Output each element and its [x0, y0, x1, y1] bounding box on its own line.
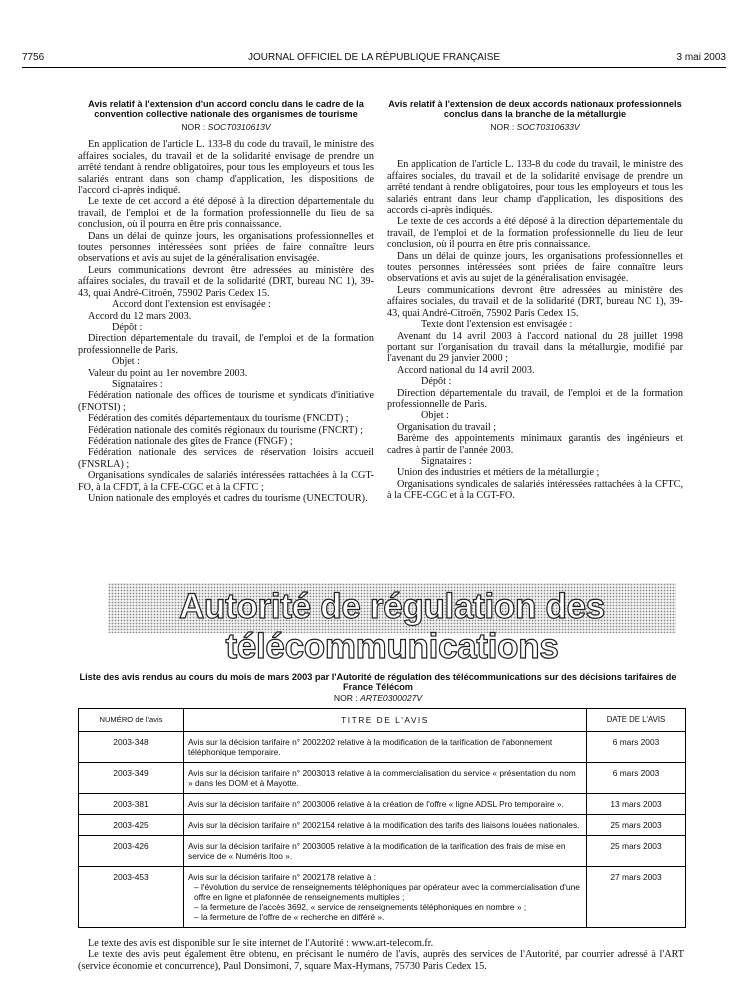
paragraph: Dans un délai de quinze jours, les organisations professionnelles et toutes personnes intéressées sont priées de faire connaître leurs observations et avis au sujet de la généralisation envisagée.	[387, 250, 683, 285]
left-article-title: Avis relatif à l'extension d'un accord conclu dans le cadre de la convention collective nationale des organismes de tourisme	[88, 99, 364, 119]
avis-title: Avis sur la décision tarifaire n° 2003005 relative à la modification de la tarification des frais de mise en service de « Numéris Itoo ».	[188, 841, 566, 861]
paragraph: Accord national du 14 avril 2003.	[397, 364, 535, 376]
list-title: Liste des avis rendus au cours du mois de mars 2003 par l'Autorité de régulation des télécommunications sur des décisions tarifaires de France Télécom	[79, 672, 677, 692]
avis-title: Avis sur la décision tarifaire n° 2002154 relative à la modification des tarifs des liaisons louées nationales.	[188, 820, 580, 830]
avis-sub-item: – la fermeture de l'offre de « recherche en différé ».	[194, 912, 385, 922]
avis-title-cell	[184, 732, 587, 763]
paragraph: Leurs communications devront être adressées au ministère des affaires sociales, du travail et de la solidarité (DRT, bureau NC 1), 39-43, quai André-Citroën, 75902 Paris Cedex 15.	[387, 284, 683, 319]
paragraph: Signataires :	[421, 455, 472, 467]
table-row	[79, 836, 686, 867]
paragraph: En application de l'article L. 133-8 du code du travail, le ministre des affaires sociales, du travail et de la solidarité envisage de prendre un arrêté tendant à rendre obligatoires, pour tous les employeurs et tous les salariés entrant dans leur champ d'application, les dispositions des accords ci-après indiqués.	[387, 159, 683, 217]
paragraph: Organisations syndicales de salariés intéressées rattachées à la CFTC, à la CFE-CGC et à la CGT-FO.	[387, 478, 683, 502]
page-header	[22, 52, 726, 66]
banner-title: Autorité de régulation des télécommunications	[179, 587, 605, 666]
avis-title: Avis sur la décision tarifaire n° 2002178 relative à :	[188, 872, 377, 882]
journal-title: JOURNAL OFFICIEL DE LA RÉPUBLIQUE FRANÇAISE	[247, 52, 501, 63]
table-body	[79, 732, 686, 928]
avis-date: 6 mars 2003	[587, 763, 686, 794]
avis-number: 2003-453	[79, 867, 184, 928]
paragraph: Le texte de cet accord a été déposé à la direction départementale du travail, de l'emploi et de la formation professionnelle du lieu de sa conclusion, où il pourra en être pris connaissance.	[78, 196, 374, 231]
table-row	[79, 794, 686, 815]
table-header-row	[79, 709, 686, 732]
right-article-nor: NOR : SOCT0310633V	[490, 122, 580, 132]
spacer	[387, 139, 683, 159]
avis-title-cell	[184, 815, 587, 836]
avis-date: 25 mars 2003	[587, 815, 686, 836]
avis-date: 25 mars 2003	[587, 836, 686, 867]
paragraph: Signataires :	[112, 378, 163, 390]
avis-sub-item: – l'évolution du service de renseignements téléphoniques par opérateur avec la commercialisation d'une offre en ligne et plafonnée de renseignements multiples ;	[194, 882, 580, 902]
table-row	[79, 815, 686, 836]
paragraph: Le texte des avis est disponible sur le site internet de l'Autorité : www.art-telecom.fr.	[88, 938, 434, 949]
paragraph: Organisation du travail ;	[397, 421, 497, 433]
paragraph: Texte dont l'extension est envisagée :	[421, 319, 573, 331]
paragraph: Fédération nationale des offices de tourisme et syndicats d'initiative (FNOTSI) ;	[78, 390, 374, 413]
left-article-body	[78, 139, 374, 504]
avis-number: 2003-348	[79, 732, 184, 763]
paragraph: Fédération nationale des gîtes de France (FNGF) ;	[88, 435, 293, 447]
left-nor-code: SOCT0310613V	[207, 122, 271, 132]
paragraph: Union nationale des employés et cadres du tourisme (UNECTOUR).	[88, 493, 368, 504]
avis-title-cell	[184, 867, 587, 928]
list-nor: NOR : ARTE0300027V	[333, 693, 423, 703]
paragraph: Le texte des avis peut également être obtenu, en précisant le numéro de l'avis, auprès des services de l'Autorité, par courrier adressé à l'ART (service économie et concurrence), Paul Donsimoni, 7, square Max-Hymans, 75730 Paris Cedex 15.	[78, 949, 684, 972]
section-banner	[108, 583, 676, 666]
paragraph: Leurs communications devront être adressées au ministère des affaires sociales, du travail et de la solidarité (DRT, bureau NC 1), 39-43, quai André-Citroën, 75902 Paris Cedex 15.	[78, 264, 374, 299]
right-article	[387, 99, 683, 502]
avis-number: 2003-381	[79, 794, 184, 815]
paragraph: Barème des appointements minimaux garantis des ingénieurs et cadres à partir de l'année 2003.	[387, 433, 683, 456]
table-row	[79, 732, 686, 763]
list-nor-code: ARTE0300027V	[360, 693, 423, 703]
avis-title: Avis sur la décision tarifaire n° 2003006 relative à la création de l'offre « ligne ADSL Pro temporaire ».	[188, 799, 564, 809]
avis-table	[78, 708, 686, 928]
paragraph: Fédération nationale des services de réservation loisirs accueil (FNSRLA) ;	[78, 447, 374, 470]
paragraph: Dépôt :	[112, 321, 143, 333]
paragraph: Accord dont l'extension est envisagée :	[112, 299, 271, 311]
paragraph: Dans un délai de quinze jours, les organisations professionnelles et toutes personnes intéressées sont priées de faire connaître leurs observations et avis au sujet de la généralisation envisagée.	[78, 230, 374, 265]
page-number: 7756	[22, 52, 45, 63]
paragraph: En application de l'article L. 133-8 du code du travail, le ministre des affaires sociales, du travail et de la solidarité envisage de prendre un arrêté tendant à rendre obligatoires, pour tous les employeurs et tous les salariés entrant dans son champ d'application, les dispositions de l'accord ci-après indiqué.	[78, 139, 374, 197]
right-nor-code: SOCT0310633V	[516, 122, 580, 132]
paragraph: Accord du 12 mars 2003.	[88, 310, 192, 322]
avis-title-cell	[184, 794, 587, 815]
avis-date: 27 mars 2003	[587, 867, 686, 928]
header-rule	[22, 67, 726, 68]
paragraph: Direction départementale du travail, de l'emploi et de la formation professionnelle de Paris.	[387, 387, 683, 410]
paragraph: Union des industries et métiers de la métallurgie ;	[397, 467, 600, 479]
avis-number: 2003-349	[79, 763, 184, 794]
table-row	[79, 867, 686, 928]
column-header-date: DATE DE L'AVIS	[587, 709, 686, 732]
right-article-body	[387, 159, 683, 501]
paragraph: Objet :	[421, 410, 450, 422]
right-article-title: Avis relatif à l'extension de deux accords nationaux professionnels conclus dans la branche de la métallurgie	[388, 99, 682, 119]
paragraph: Dépôt :	[421, 376, 452, 388]
avis-number: 2003-425	[79, 815, 184, 836]
table-row	[79, 763, 686, 794]
avis-title: Avis sur la décision tarifaire n° 2003013 relative à la commercialisation du service « présentation du nom » dans les DOM et à Mayotte.	[188, 768, 576, 788]
column-header-title: TITRE DE L'AVIS	[184, 709, 587, 732]
issue-date: 3 mai 2003	[676, 52, 726, 63]
avis-date: 6 mars 2003	[587, 732, 686, 763]
paragraph: Fédération nationale des comités régionaux du tourisme (FNCRT) ;	[88, 424, 363, 436]
column-header-number: NUMÉRO de l'avis	[79, 709, 184, 732]
avis-title-cell	[184, 763, 587, 794]
paragraph: Valeur du point au 1er novembre 2003.	[88, 367, 248, 379]
paragraph: Avenant du 14 avril 2003 à l'accord national du 28 juillet 1998 portant sur l'organisation du travail dans la métallurgie, modifié par l'avenant du 29 janvier 2000 ;	[387, 330, 683, 365]
footer-notes	[78, 938, 684, 972]
avis-date: 13 mars 2003	[587, 794, 686, 815]
paragraph: Direction départementale du travail, de l'emploi et de la formation professionnelle de Paris.	[78, 333, 374, 356]
avis-title-cell	[184, 836, 587, 867]
left-article-nor: NOR : SOCT0310613V	[181, 122, 271, 132]
avis-title: Avis sur la décision tarifaire n° 2002202 relative à la modification de la tarification de l'abonnement téléphonique temporaire.	[188, 737, 553, 757]
paragraph: Objet :	[112, 356, 141, 368]
avis-number: 2003-426	[79, 836, 184, 867]
avis-sub-item: – la fermeture de l'accès 3692, « service de renseignements téléphoniques en nombre » ;	[194, 902, 527, 912]
paragraph: Fédération des comités départementaux du tourisme (FNCDT) ;	[88, 413, 349, 425]
left-article	[78, 99, 374, 504]
paragraph: Organisations syndicales de salariés intéressées rattachées à la CGT-FO, à la CFDT, à la CFE-CGC et à la CFTC ;	[78, 470, 374, 493]
paragraph: Le texte de ces accords a été déposé à la direction départementale du travail, de l'emploi et de la formation professionnelle du lieu de leur conclusion, où il pourra en être pris connaissance.	[387, 216, 683, 251]
